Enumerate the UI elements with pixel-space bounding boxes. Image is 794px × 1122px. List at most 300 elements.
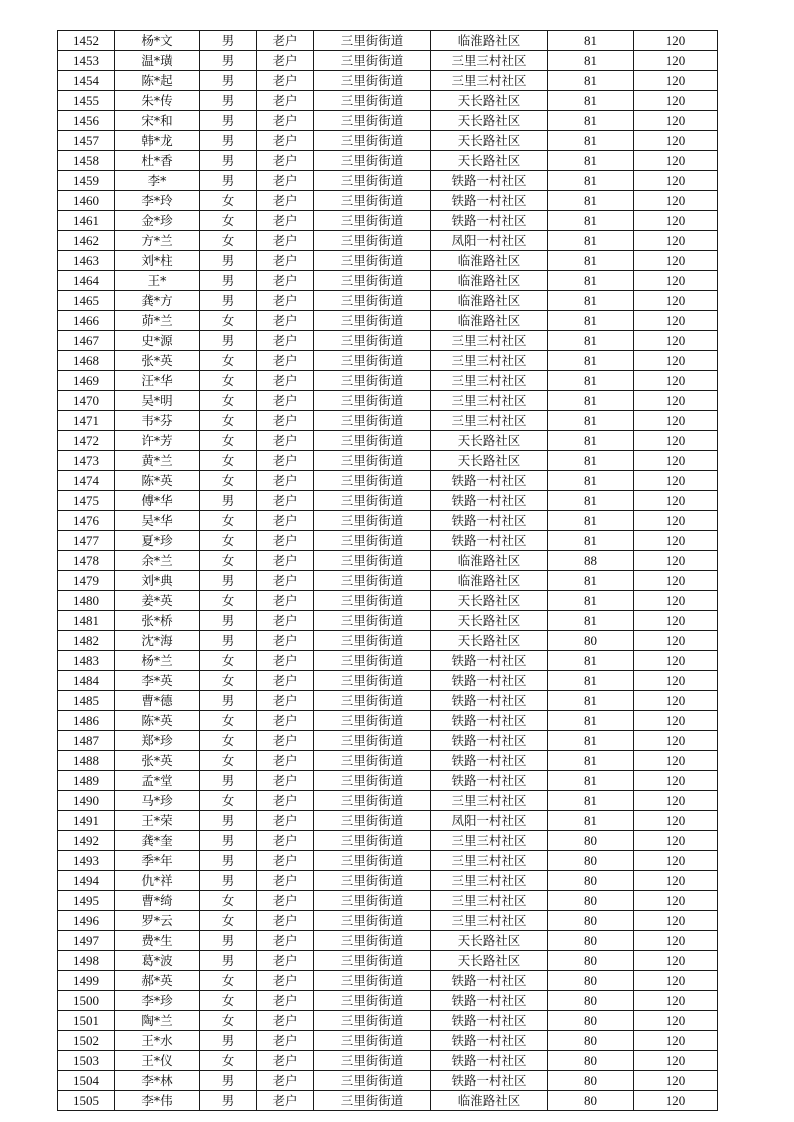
- community-cell: 铁路一村社区: [431, 1071, 548, 1091]
- row-number-cell: 1481: [58, 611, 115, 631]
- name-cell: 陈*英: [115, 711, 200, 731]
- household-type-cell: 老户: [257, 51, 314, 71]
- community-cell: 铁路一村社区: [431, 751, 548, 771]
- street-cell: 三里街街道: [314, 1091, 431, 1111]
- amount-cell: 120: [634, 691, 718, 711]
- age-cell: 80: [548, 1031, 634, 1051]
- community-cell: 铁路一村社区: [431, 651, 548, 671]
- table-row: [58, 951, 718, 971]
- gender-cell: 女: [200, 991, 257, 1011]
- household-type-cell: 老户: [257, 211, 314, 231]
- amount-cell: 120: [634, 1091, 718, 1111]
- name-cell: 孟*堂: [115, 771, 200, 791]
- street-cell: 三里街街道: [314, 511, 431, 531]
- gender-cell: 女: [200, 891, 257, 911]
- street-cell: 三里街街道: [314, 371, 431, 391]
- household-type-cell: 老户: [257, 731, 314, 751]
- table-row: [58, 591, 718, 611]
- table-row: [58, 31, 718, 51]
- gender-cell: 女: [200, 671, 257, 691]
- name-cell: 王*水: [115, 1031, 200, 1051]
- age-cell: 81: [548, 531, 634, 551]
- amount-cell: 120: [634, 571, 718, 591]
- row-number-cell: 1474: [58, 471, 115, 491]
- community-cell: 铁路一村社区: [431, 471, 548, 491]
- community-cell: 铁路一村社区: [431, 211, 548, 231]
- row-number-cell: 1477: [58, 531, 115, 551]
- gender-cell: 男: [200, 691, 257, 711]
- street-cell: 三里街街道: [314, 911, 431, 931]
- name-cell: 姜*英: [115, 591, 200, 611]
- gender-cell: 女: [200, 451, 257, 471]
- household-type-cell: 老户: [257, 31, 314, 51]
- street-cell: 三里街街道: [314, 571, 431, 591]
- age-cell: 81: [548, 471, 634, 491]
- age-cell: 81: [548, 291, 634, 311]
- name-cell: 余*兰: [115, 551, 200, 571]
- row-number-cell: 1467: [58, 331, 115, 351]
- household-type-cell: 老户: [257, 1071, 314, 1091]
- age-cell: 80: [548, 1091, 634, 1111]
- age-cell: 80: [548, 911, 634, 931]
- name-cell: 郝*英: [115, 971, 200, 991]
- gender-cell: 男: [200, 91, 257, 111]
- community-cell: 三里三村社区: [431, 371, 548, 391]
- community-cell: 临淮路社区: [431, 291, 548, 311]
- community-cell: 铁路一村社区: [431, 1031, 548, 1051]
- street-cell: 三里街街道: [314, 591, 431, 611]
- street-cell: 三里街街道: [314, 931, 431, 951]
- age-cell: 80: [548, 951, 634, 971]
- community-cell: 天长路社区: [431, 451, 548, 471]
- community-cell: 三里三村社区: [431, 891, 548, 911]
- street-cell: 三里街街道: [314, 651, 431, 671]
- household-type-cell: 老户: [257, 931, 314, 951]
- name-cell: 许*芳: [115, 431, 200, 451]
- row-number-cell: 1491: [58, 811, 115, 831]
- table-row: [58, 391, 718, 411]
- gender-cell: 女: [200, 351, 257, 371]
- household-type-cell: 老户: [257, 791, 314, 811]
- community-cell: 铁路一村社区: [431, 171, 548, 191]
- row-number-cell: 1480: [58, 591, 115, 611]
- table-row: [58, 1031, 718, 1051]
- table-row: [58, 851, 718, 871]
- name-cell: 夏*珍: [115, 531, 200, 551]
- household-type-cell: 老户: [257, 191, 314, 211]
- street-cell: 三里街街道: [314, 91, 431, 111]
- age-cell: 80: [548, 931, 634, 951]
- table-row: [58, 191, 718, 211]
- street-cell: 三里街街道: [314, 431, 431, 451]
- household-type-cell: 老户: [257, 1011, 314, 1031]
- row-number-cell: 1457: [58, 131, 115, 151]
- row-number-cell: 1499: [58, 971, 115, 991]
- age-cell: 81: [548, 71, 634, 91]
- street-cell: 三里街街道: [314, 351, 431, 371]
- amount-cell: 120: [634, 371, 718, 391]
- household-type-cell: 老户: [257, 451, 314, 471]
- amount-cell: 120: [634, 491, 718, 511]
- age-cell: 81: [548, 591, 634, 611]
- community-cell: 铁路一村社区: [431, 971, 548, 991]
- amount-cell: 120: [634, 391, 718, 411]
- table-row: [58, 271, 718, 291]
- community-cell: 铁路一村社区: [431, 1051, 548, 1071]
- row-number-cell: 1483: [58, 651, 115, 671]
- gender-cell: 女: [200, 911, 257, 931]
- community-cell: 铁路一村社区: [431, 671, 548, 691]
- age-cell: 81: [548, 351, 634, 371]
- row-number-cell: 1488: [58, 751, 115, 771]
- gender-cell: 女: [200, 431, 257, 451]
- table-row: [58, 111, 718, 131]
- age-cell: 80: [548, 871, 634, 891]
- amount-cell: 120: [634, 91, 718, 111]
- name-cell: 傅*华: [115, 491, 200, 511]
- row-number-cell: 1465: [58, 291, 115, 311]
- name-cell: 汪*华: [115, 371, 200, 391]
- row-number-cell: 1492: [58, 831, 115, 851]
- amount-cell: 120: [634, 831, 718, 851]
- age-cell: 81: [548, 231, 634, 251]
- household-type-cell: 老户: [257, 751, 314, 771]
- row-number-cell: 1466: [58, 311, 115, 331]
- street-cell: 三里街街道: [314, 411, 431, 431]
- gender-cell: 女: [200, 1051, 257, 1071]
- street-cell: 三里街街道: [314, 71, 431, 91]
- row-number-cell: 1486: [58, 711, 115, 731]
- community-cell: 天长路社区: [431, 91, 548, 111]
- age-cell: 81: [548, 811, 634, 831]
- age-cell: 81: [548, 151, 634, 171]
- community-cell: 天长路社区: [431, 611, 548, 631]
- community-cell: 临淮路社区: [431, 571, 548, 591]
- street-cell: 三里街街道: [314, 51, 431, 71]
- row-number-cell: 1502: [58, 1031, 115, 1051]
- age-cell: 81: [548, 771, 634, 791]
- street-cell: 三里街街道: [314, 331, 431, 351]
- name-cell: 曹*德: [115, 691, 200, 711]
- name-cell: 吴*明: [115, 391, 200, 411]
- street-cell: 三里街街道: [314, 111, 431, 131]
- name-cell: 张*英: [115, 351, 200, 371]
- street-cell: 三里街街道: [314, 471, 431, 491]
- table-row: [58, 491, 718, 511]
- name-cell: 杨*兰: [115, 651, 200, 671]
- household-type-cell: 老户: [257, 631, 314, 651]
- gender-cell: 男: [200, 1031, 257, 1051]
- household-type-cell: 老户: [257, 691, 314, 711]
- name-cell: 李*: [115, 171, 200, 191]
- name-cell: 陈*起: [115, 71, 200, 91]
- row-number-cell: 1479: [58, 571, 115, 591]
- household-type-cell: 老户: [257, 951, 314, 971]
- street-cell: 三里街街道: [314, 1071, 431, 1091]
- row-number-cell: 1462: [58, 231, 115, 251]
- household-type-cell: 老户: [257, 271, 314, 291]
- amount-cell: 120: [634, 291, 718, 311]
- table-row: [58, 51, 718, 71]
- age-cell: 81: [548, 791, 634, 811]
- gender-cell: 男: [200, 771, 257, 791]
- household-type-cell: 老户: [257, 91, 314, 111]
- gender-cell: 女: [200, 231, 257, 251]
- amount-cell: 120: [634, 531, 718, 551]
- street-cell: 三里街街道: [314, 531, 431, 551]
- community-cell: 天长路社区: [431, 631, 548, 651]
- name-cell: 宋*和: [115, 111, 200, 131]
- table-row: [58, 1051, 718, 1071]
- name-cell: 韦*芬: [115, 411, 200, 431]
- age-cell: 80: [548, 971, 634, 991]
- table-row: [58, 1091, 718, 1111]
- community-cell: 三里三村社区: [431, 831, 548, 851]
- table-body: [58, 31, 718, 1111]
- household-type-cell: 老户: [257, 651, 314, 671]
- amount-cell: 120: [634, 131, 718, 151]
- community-cell: 三里三村社区: [431, 391, 548, 411]
- household-type-cell: 老户: [257, 351, 314, 371]
- table-row: [58, 911, 718, 931]
- age-cell: 81: [548, 171, 634, 191]
- community-cell: 三里三村社区: [431, 871, 548, 891]
- table-row: [58, 431, 718, 451]
- community-cell: 铁路一村社区: [431, 491, 548, 511]
- name-cell: 龚*奎: [115, 831, 200, 851]
- community-cell: 铁路一村社区: [431, 711, 548, 731]
- street-cell: 三里街街道: [314, 451, 431, 471]
- table-row: [58, 931, 718, 951]
- gender-cell: 男: [200, 811, 257, 831]
- age-cell: 81: [548, 711, 634, 731]
- amount-cell: 120: [634, 751, 718, 771]
- row-number-cell: 1505: [58, 1091, 115, 1111]
- household-type-cell: 老户: [257, 411, 314, 431]
- amount-cell: 120: [634, 171, 718, 191]
- community-cell: 临淮路社区: [431, 311, 548, 331]
- row-number-cell: 1454: [58, 71, 115, 91]
- gender-cell: 男: [200, 871, 257, 891]
- household-type-cell: 老户: [257, 511, 314, 531]
- row-number-cell: 1468: [58, 351, 115, 371]
- name-cell: 龚*方: [115, 291, 200, 311]
- row-number-cell: 1484: [58, 671, 115, 691]
- age-cell: 81: [548, 651, 634, 671]
- street-cell: 三里街街道: [314, 231, 431, 251]
- table-row: [58, 131, 718, 151]
- row-number-cell: 1498: [58, 951, 115, 971]
- household-type-cell: 老户: [257, 371, 314, 391]
- row-number-cell: 1473: [58, 451, 115, 471]
- table-row: [58, 1071, 718, 1091]
- community-cell: 铁路一村社区: [431, 511, 548, 531]
- table-row: [58, 711, 718, 731]
- community-cell: 临淮路社区: [431, 271, 548, 291]
- street-cell: 三里街街道: [314, 891, 431, 911]
- community-cell: 铁路一村社区: [431, 191, 548, 211]
- street-cell: 三里街街道: [314, 211, 431, 231]
- street-cell: 三里街街道: [314, 851, 431, 871]
- age-cell: 81: [548, 111, 634, 131]
- age-cell: 88: [548, 551, 634, 571]
- gender-cell: 女: [200, 791, 257, 811]
- community-cell: 凤阳一村社区: [431, 231, 548, 251]
- name-cell: 仇*祥: [115, 871, 200, 891]
- street-cell: 三里街街道: [314, 611, 431, 631]
- household-type-cell: 老户: [257, 151, 314, 171]
- name-cell: 季*年: [115, 851, 200, 871]
- household-type-cell: 老户: [257, 331, 314, 351]
- amount-cell: 120: [634, 811, 718, 831]
- amount-cell: 120: [634, 851, 718, 871]
- table-row: [58, 671, 718, 691]
- table-row: [58, 611, 718, 631]
- community-cell: 铁路一村社区: [431, 731, 548, 751]
- community-cell: 三里三村社区: [431, 71, 548, 91]
- household-type-cell: 老户: [257, 891, 314, 911]
- amount-cell: 120: [634, 271, 718, 291]
- table-row: [58, 1011, 718, 1031]
- amount-cell: 120: [634, 1051, 718, 1071]
- age-cell: 81: [548, 611, 634, 631]
- name-cell: 郑*珍: [115, 731, 200, 751]
- name-cell: 刘*柱: [115, 251, 200, 271]
- community-cell: 铁路一村社区: [431, 991, 548, 1011]
- row-number-cell: 1464: [58, 271, 115, 291]
- row-number-cell: 1460: [58, 191, 115, 211]
- row-number-cell: 1472: [58, 431, 115, 451]
- household-type-cell: 老户: [257, 991, 314, 1011]
- age-cell: 81: [548, 251, 634, 271]
- community-cell: 铁路一村社区: [431, 771, 548, 791]
- household-type-cell: 老户: [257, 431, 314, 451]
- age-cell: 81: [548, 691, 634, 711]
- street-cell: 三里街街道: [314, 671, 431, 691]
- gender-cell: 男: [200, 491, 257, 511]
- age-cell: 81: [548, 431, 634, 451]
- amount-cell: 120: [634, 1031, 718, 1051]
- table-row: [58, 771, 718, 791]
- household-type-cell: 老户: [257, 311, 314, 331]
- amount-cell: 120: [634, 611, 718, 631]
- gender-cell: 男: [200, 831, 257, 851]
- age-cell: 80: [548, 631, 634, 651]
- household-type-cell: 老户: [257, 291, 314, 311]
- gender-cell: 女: [200, 311, 257, 331]
- amount-cell: 120: [634, 731, 718, 751]
- amount-cell: 120: [634, 1011, 718, 1031]
- age-cell: 81: [548, 371, 634, 391]
- gender-cell: 男: [200, 611, 257, 631]
- name-cell: 李*珍: [115, 991, 200, 1011]
- household-type-cell: 老户: [257, 491, 314, 511]
- age-cell: 81: [548, 311, 634, 331]
- row-number-cell: 1497: [58, 931, 115, 951]
- street-cell: 三里街街道: [314, 791, 431, 811]
- gender-cell: 男: [200, 951, 257, 971]
- street-cell: 三里街街道: [314, 31, 431, 51]
- street-cell: 三里街街道: [314, 191, 431, 211]
- community-cell: 铁路一村社区: [431, 531, 548, 551]
- gender-cell: 女: [200, 191, 257, 211]
- community-cell: 天长路社区: [431, 931, 548, 951]
- name-cell: 杨*文: [115, 31, 200, 51]
- community-cell: 三里三村社区: [431, 351, 548, 371]
- household-type-cell: 老户: [257, 1051, 314, 1071]
- name-cell: 金*珍: [115, 211, 200, 231]
- community-cell: 临淮路社区: [431, 31, 548, 51]
- gender-cell: 女: [200, 211, 257, 231]
- household-type-cell: 老户: [257, 231, 314, 251]
- row-number-cell: 1485: [58, 691, 115, 711]
- row-number-cell: 1463: [58, 251, 115, 271]
- community-cell: 三里三村社区: [431, 411, 548, 431]
- street-cell: 三里街街道: [314, 1011, 431, 1031]
- amount-cell: 120: [634, 771, 718, 791]
- household-type-cell: 老户: [257, 871, 314, 891]
- row-number-cell: 1455: [58, 91, 115, 111]
- street-cell: 三里街街道: [314, 831, 431, 851]
- gender-cell: 男: [200, 31, 257, 51]
- gender-cell: 男: [200, 131, 257, 151]
- gender-cell: 女: [200, 531, 257, 551]
- household-type-cell: 老户: [257, 711, 314, 731]
- table-row: [58, 871, 718, 891]
- table-row: [58, 331, 718, 351]
- gender-cell: 男: [200, 631, 257, 651]
- table-row: [58, 831, 718, 851]
- household-type-cell: 老户: [257, 251, 314, 271]
- street-cell: 三里街街道: [314, 731, 431, 751]
- age-cell: 81: [548, 31, 634, 51]
- household-type-cell: 老户: [257, 611, 314, 631]
- row-number-cell: 1496: [58, 911, 115, 931]
- amount-cell: 120: [634, 951, 718, 971]
- table-row: [58, 531, 718, 551]
- gender-cell: 女: [200, 511, 257, 531]
- amount-cell: 120: [634, 471, 718, 491]
- gender-cell: 男: [200, 291, 257, 311]
- table-row: [58, 211, 718, 231]
- row-number-cell: 1453: [58, 51, 115, 71]
- community-cell: 三里三村社区: [431, 51, 548, 71]
- community-cell: 凤阳一村社区: [431, 811, 548, 831]
- amount-cell: 120: [634, 711, 718, 731]
- table-row: [58, 151, 718, 171]
- amount-cell: 120: [634, 451, 718, 471]
- community-cell: 天长路社区: [431, 591, 548, 611]
- household-type-cell: 老户: [257, 531, 314, 551]
- row-number-cell: 1500: [58, 991, 115, 1011]
- age-cell: 81: [548, 511, 634, 531]
- household-type-cell: 老户: [257, 831, 314, 851]
- gender-cell: 女: [200, 371, 257, 391]
- table-row: [58, 791, 718, 811]
- household-type-cell: 老户: [257, 971, 314, 991]
- age-cell: 81: [548, 191, 634, 211]
- table-row: [58, 651, 718, 671]
- street-cell: 三里街街道: [314, 251, 431, 271]
- name-cell: 曹*绮: [115, 891, 200, 911]
- amount-cell: 120: [634, 871, 718, 891]
- table-row: [58, 411, 718, 431]
- age-cell: 81: [548, 211, 634, 231]
- amount-cell: 120: [634, 411, 718, 431]
- row-number-cell: 1475: [58, 491, 115, 511]
- gender-cell: 男: [200, 1091, 257, 1111]
- community-cell: 天长路社区: [431, 131, 548, 151]
